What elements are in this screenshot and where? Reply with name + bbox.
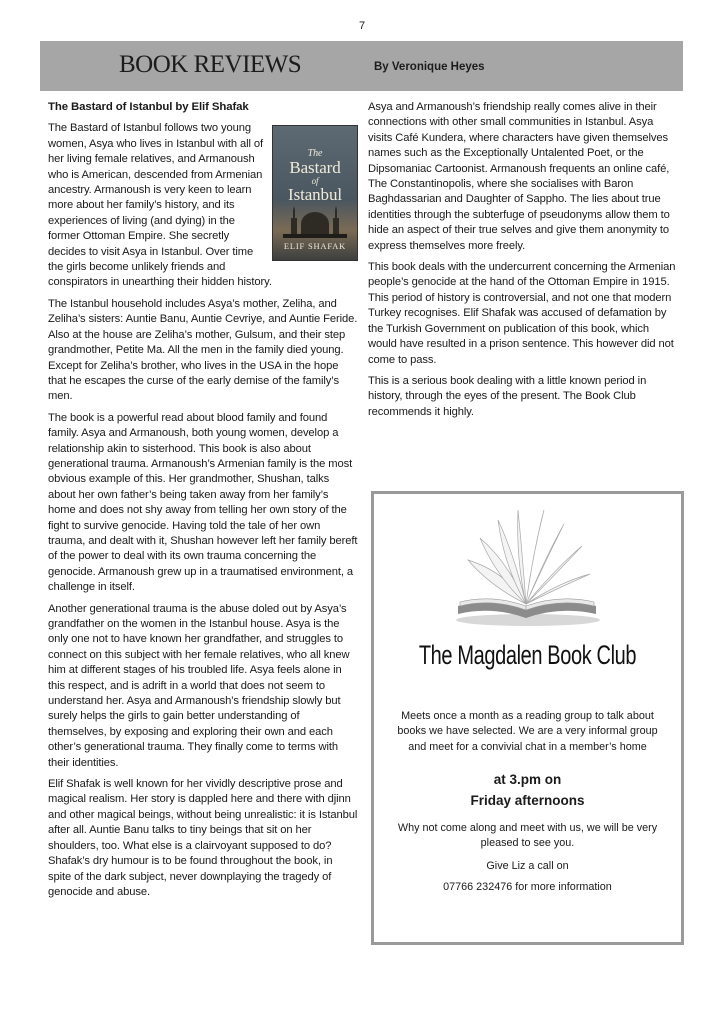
right-column	[368, 100, 680, 426]
byline: By Veronique Heyes	[374, 61, 485, 73]
review-paragraph: This book deals with the undercurrent concerning the Armenian people’s genocide at the hand of the Ottoman Empire in 1915. This period of history is controversial, and not one that modern Turkey recognises. Elif Shafak was accused of defamation by the Turkish Government on publication of this book, which would have resulted in a prison sentence. This however did not come to pass.	[368, 261, 676, 366]
page-number: 7	[358, 20, 366, 32]
club-description: Meets once a month as a reading group to talk about books we have selected. We are a very informal group and meet for a convivial chat in a member’s home	[397, 710, 658, 753]
meeting-time: at 3.pm on Friday afternoons	[470, 772, 585, 808]
phone-number: 07766 232476 for more information	[443, 881, 612, 893]
review-paragraph: Asya and Armanoush’s friendship really comes alive in their connections with other small communities in Istanbul. Asya visits Café Kundera, where characters have given themselves names such as the Exceptionally Untalented Poet, or the Dipsomaniac Cartoonist. Armanoush frequents an online café, The Constantinopolis, where she socialises with Baron Baghdassarian and Daughter of Sappho. The lies about true identities through the subterfuge of pseudonyms allow them to hide an aspect of their true selves and give them anonymity to express themselves more freely.	[368, 101, 670, 252]
section-title: BOOK REVIEWS	[119, 51, 302, 78]
review-paragraph: The book is a powerful read about blood family and found family. Asya and Armanoush, both young women, develop a relationship akin to sisterhood. This book is also about generational trauma. Armanoush’s Armenian family is the most obvious example of this. Her grandmother, Shushan, talks about her own father’s being taken away from her family’s home and does not shy away from telling her own story of the fight to survive genocide. Having told the tale of her own trauma, and dealt with it, Shushan however left her family bereft of the power to deal with its own trauma concerning the genocide. Armanoush grew up in a traumatised environment, a challenge in itself.	[48, 411, 358, 594]
review-paragraph: This is a serious book dealing with a little known period in history, through the eyes of the present. The Book Club recommends it highly.	[368, 374, 647, 418]
book-cover-image	[273, 126, 357, 260]
left-column	[48, 100, 358, 906]
cover-title: The Bastard of Istanbul	[288, 148, 342, 205]
open-book-icon	[446, 502, 606, 632]
review-paragraph: Another generational trauma is the abuse doled out by Asya’s grandfather on the women in the Istanbul house. Asya is the only one not to have known her grandfather, and struggles to connect on this subject with her female relatives, who all knew him at different stages of his troubled life. Asya feels alone in this respect, and is adrift in a world that does not seem to understand her. Asya and Armanoush’s friendship slowly but surely helps the girls to gain better understanding of themselves, by exposing and exploring their own and each other’s generational trauma. They finally come to terms with their identities.	[48, 602, 350, 769]
review-paragraph: Elif Shafak is well known for her vividly descriptive prose and magical realism. Her story is dappled here and there with djinn and other magical beings, without being unrealistic: it is Istanbul after all. Auntie Banu talks to tiny beings that sit on her shoulders, too. What else is a clairvoyant supposed to do? Shafak’s dry humour is to be found throughout the book, in spite of the dark subject, never downplaying the tragedy of genocide and abuse.	[48, 778, 358, 898]
invitation-text: Why not come along and meet with us, we will be very pleased to see you.	[397, 822, 658, 850]
club-name: The Magdalen Book Club	[418, 640, 637, 670]
section-header	[40, 41, 683, 91]
contact-text: Give Liz a call on	[486, 860, 569, 872]
review-paragraph: The Bastard of Istanbul follows two young women, Asya who lives in Istanbul with all of her living female relatives, and Armanoush who is American, descended from Armenian ancestry. Armanoush is very keen to learn more about her family’s history, and its experiences of living (and dying) in the former Ottoman Empire. She secretly decides to visit Asya in Istanbul. Over time the girls become unlikely friends and conspirators in unearthing their hidden history.	[48, 122, 272, 289]
book-club-advert	[371, 491, 684, 945]
review-title: The Bastard of Istanbul by Elif Shafak	[48, 101, 249, 113]
mosque-illustration	[283, 204, 347, 238]
cover-author: ELIF SHAFAK	[283, 241, 347, 251]
review-paragraph: The Istanbul household includes Asya’s mother, Zeliha, and Zeliha’s sisters: Auntie Banu, Auntie Cevriye, and Auntie Feride. Also at the house are Zeliha’s mother, Gulsum, and their step grandmother, Petite Ma. All the men in the family died young. Except for Zeliha’s brother, who lives in the USA in the hope that he escapes the curse of the early demise of the family’s men.	[48, 297, 358, 403]
